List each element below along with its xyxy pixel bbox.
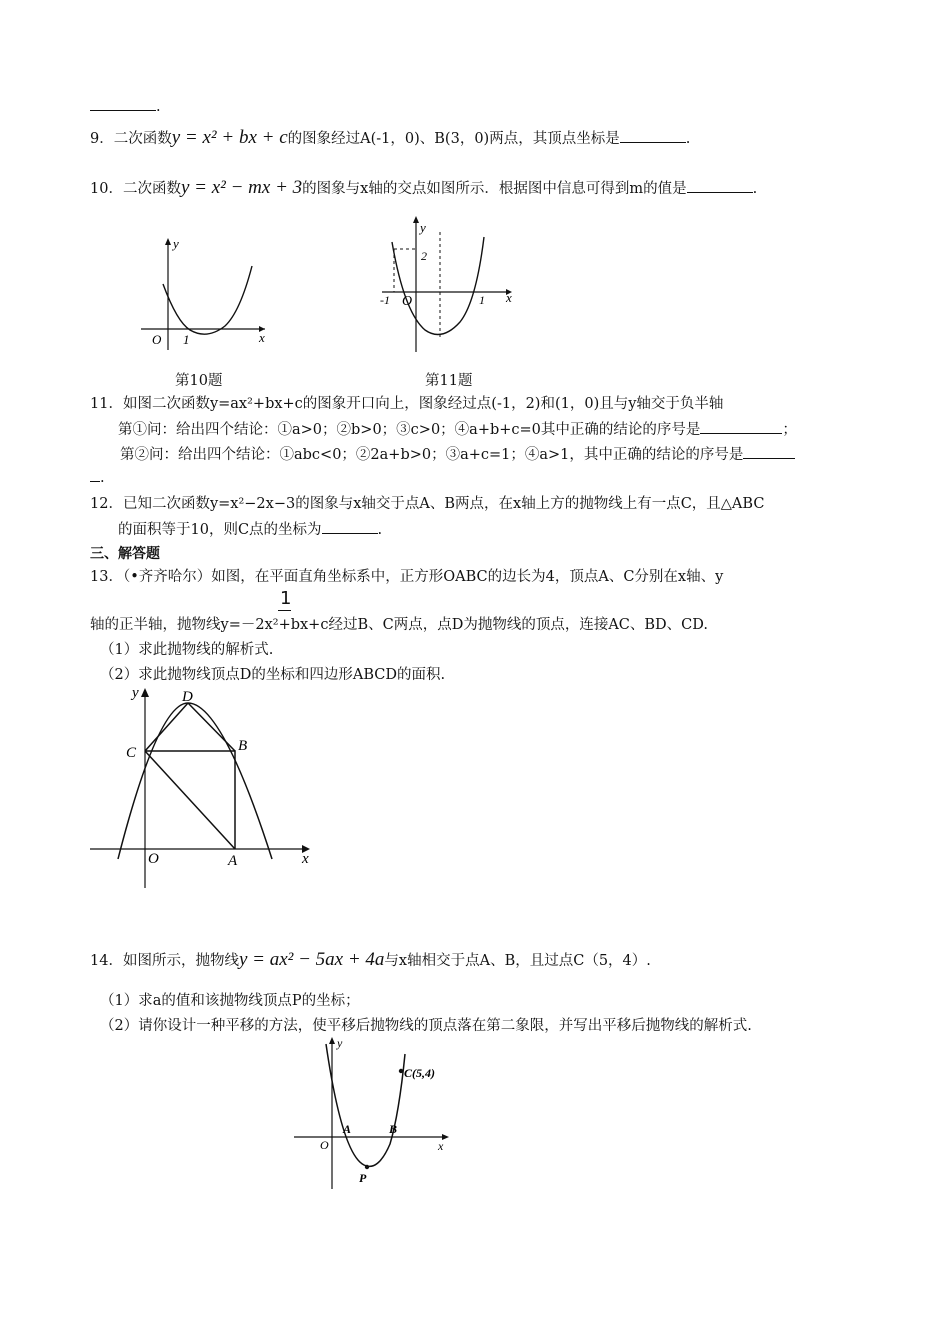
question-11-part1: 第①问：给出四个结论：①a>0；②b>0；③c>0；④a+b+c=0其中正确的结论的序号是 ； [118, 419, 797, 440]
x-label: x [259, 330, 265, 345]
question-11-part2: 第②问：给出四个结论：①abc<0；②2a+b>0；③a+c=1；④a>1，其中正确的结论的序号是 [120, 444, 795, 465]
y-label: y [132, 685, 139, 701]
question-12-line2: 的面积等于10，则C点的坐标为 . [118, 519, 382, 540]
y-label: y [173, 236, 179, 251]
answer-blank [322, 519, 378, 534]
question-13-line2: 轴的正半轴，抛物线y=－2x²+bx+c经过B、C两点，点D为抛物线的顶点，连接AC、BD、CD. [90, 617, 708, 633]
answer-blank [90, 96, 156, 111]
x-label: x [302, 851, 309, 867]
tick-label-1: 1 [479, 293, 485, 307]
point-c-label: C(5,4) [404, 1066, 435, 1080]
prev-question-tail: . [90, 96, 161, 117]
formula-q9: y = x² + bx + c [171, 127, 288, 148]
parabola [326, 1044, 405, 1166]
question-9: 9．二次函数y = x² + bx + c的图象经过A(-1，0)、B(3，0)两点，其顶点坐标是 . [90, 127, 691, 148]
x-label: x [506, 290, 512, 305]
answer-blank [700, 419, 782, 434]
point-b-label: B [238, 738, 248, 754]
question-14: 14．如图所示，抛物线y = ax² − 5ax + 4a与x轴相交于点A、B，且过点C（5，4）. [90, 949, 651, 970]
parabola [118, 703, 272, 859]
question-11-part2-tail: . [90, 467, 105, 488]
point-a-label: A [343, 1122, 352, 1136]
caption-fig11: 第11题 [425, 373, 473, 389]
y-label: y [420, 220, 426, 235]
question-11-line1: 11．如图二次函数y=ax²+bx+c的图象开口向上，图象经过点(-1，2)和(1，0)且与y轴交于负半轴 [90, 396, 724, 412]
origin-label: O [320, 1138, 329, 1152]
fraction-bar [278, 610, 291, 611]
x-label: x [438, 1139, 444, 1153]
tick-label-neg1: -1 [380, 293, 390, 307]
parabola [163, 266, 252, 334]
formula-q10: y = x² − mx + 3 [180, 177, 303, 198]
point-p-label: P [359, 1171, 367, 1185]
question-14-part1: （1）求a的值和该抛物线顶点P的坐标； [100, 993, 360, 1009]
answer-blank [620, 128, 686, 143]
formula-q14: y = ax² − 5ax + 4a [238, 949, 385, 970]
figure-13 [88, 683, 318, 893]
point-d-label: D [182, 689, 193, 705]
point-a-label: A [228, 853, 238, 869]
point-c-label: C [126, 745, 137, 761]
origin-label: O [152, 332, 162, 347]
point-c-marker [399, 1069, 403, 1073]
section-heading: 三、解答题 [90, 546, 160, 562]
question-13-part2: （2）求此抛物线顶点D的坐标和四边形ABCD的面积. [100, 667, 446, 683]
figure-10 [135, 232, 275, 352]
question-13-line1: 13．（•齐齐哈尔）如图，在平面直角坐标系中，正方形OABC的边长为4，顶点A、C分别在x轴、y [90, 569, 724, 585]
segment-cd [145, 703, 188, 751]
y-axis-arrow [329, 1037, 335, 1044]
figure-11 [380, 212, 520, 354]
tick-label-1: 1 [183, 332, 190, 347]
y-axis-arrow [141, 688, 149, 697]
parabola [392, 237, 484, 335]
answer-blank [687, 178, 753, 193]
fraction-denominator: 2 [255, 617, 265, 633]
answer-blank [743, 444, 795, 459]
point-b-label: B [389, 1122, 398, 1136]
answer-blank [90, 467, 100, 482]
y-label: y [337, 1036, 343, 1050]
question-12-line1: 12．已知二次函数y=x²−2x−3的图象与x轴交于点A、B两点，在x轴上方的抛物线上有一点C，且△ABC [90, 496, 765, 512]
segment-bd [188, 703, 235, 751]
question-14-part2: （2）请你设计一种平移的方法，使平移后抛物线的顶点落在第二象限，并写出平移后抛物线的解析式. [100, 1018, 752, 1034]
caption-fig10: 第10题 [175, 373, 223, 389]
origin-label: O [148, 851, 159, 867]
question-10: 10．二次函数y = x² − mx + 3的图象与x轴的交点如图所示．根据图中信息可得到m的值是 . [90, 177, 758, 198]
y-axis-arrow [413, 216, 419, 223]
tick-label-2: 2 [421, 249, 427, 263]
fraction-numerator: 1 [280, 588, 292, 609]
y-axis-arrow [165, 238, 171, 245]
origin-label: O [402, 294, 413, 309]
question-13-part1: （1）求此抛物线的解析式. [100, 642, 274, 658]
point-p-marker [365, 1165, 369, 1169]
segment-ac [145, 751, 235, 849]
figure-14 [292, 1034, 462, 1192]
